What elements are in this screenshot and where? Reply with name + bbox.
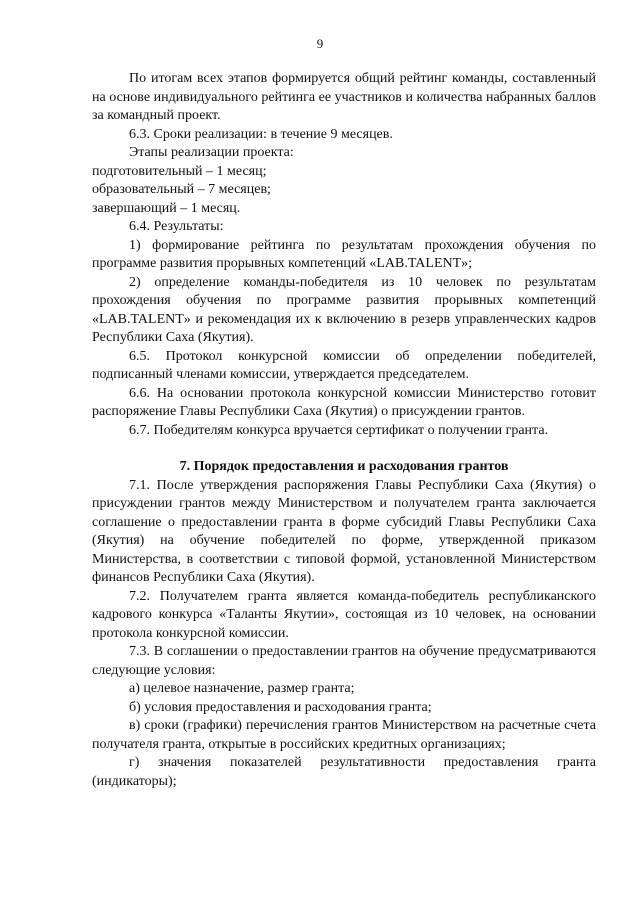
section-7-heading: 7. Порядок предоставления и расходования грантов [179, 459, 509, 474]
stage-educational: образовательный – 7 месяцев; [92, 182, 271, 197]
stage-final: завершающий – 1 месяц. [92, 200, 241, 216]
paragraph-6-6: 6.6. На основании протокола конкурсной комиссии Министерство готовит распоряжение Главы Республики Саха (Якутия) о присуждении грантов. [92, 385, 596, 419]
condition-c: в) сроки (графики) перечисления грантов Министерством на расчетные счета получателя гранта, открытые в российских кредитных организациях; [92, 718, 596, 752]
paragraph-7-1: 7.1. После утверждения распоряжения Главы Республики Саха (Якутия) о присуждении грантов между Министерством и получателем гранта заключается соглашение о предоставлении гранта в форме субсидий Главы Республики Саха (Якутия) на обучение победителей по форме, утвержденной приказом Министерства, в соответствии с типовой формой, установленной Министерством финансов Республики Саха (Якутия). [92, 477, 596, 585]
result-item-2: 2) определение команды-победителя из 10 человек по результатам прохождения обучения по программе развития прорывных компетенций «LAB.TALENT» и рекомендация их к включению в резерв управленческих кадров Республики Саха (Якутия). [92, 274, 596, 345]
condition-b: б) условия предоставления и расходования гранта; [129, 699, 432, 715]
paragraph-7-3: 7.3. В соглашении о предоставлении грантов на обучение предусматриваются следующие условия: [92, 644, 596, 678]
result-item-1: 1) формирование рейтинга по результатам прохождения обучения по программе развития прорывных компетенций «LAB.TALENT»; [92, 237, 596, 271]
paragraph-6-4: 6.4. Результаты: [129, 219, 224, 234]
condition-a: а) целевое назначение, размер гранта; [129, 681, 355, 696]
paragraph-6-3: 6.3. Сроки реализации: в течение 9 месяцев. [129, 126, 393, 142]
stages-title: Этапы реализации проекта: [129, 145, 294, 160]
paragraph-6-5: 6.5. Протокол конкурсной комиссии об определении победителей, подписанный членами комиссии, утверждается председателем. [92, 348, 596, 382]
document-body [92, 70, 596, 791]
paragraph-6-7: 6.7. Победителям конкурса вручается сертификат о получении гранта. [129, 422, 549, 438]
paragraph-7-2: 7.2. Получателем гранта является команда-победитель республиканского кадрового конкурса «Таланты Якутии», состоящая из 10 человек, на основании протокола конкурсной комиссии. [92, 588, 596, 641]
paragraph-intro: По итогам всех этапов формируется общий рейтинг команды, составленный на основе индивидуального рейтинга ее участников и количества набранных баллов за командный проект. [92, 71, 596, 123]
page-number: 9 [316, 36, 324, 51]
condition-d: г) значения показателей результативности предоставления гранта (индикаторы); [92, 755, 596, 789]
stage-preparatory: подготовительный – 1 месяц; [92, 163, 267, 179]
